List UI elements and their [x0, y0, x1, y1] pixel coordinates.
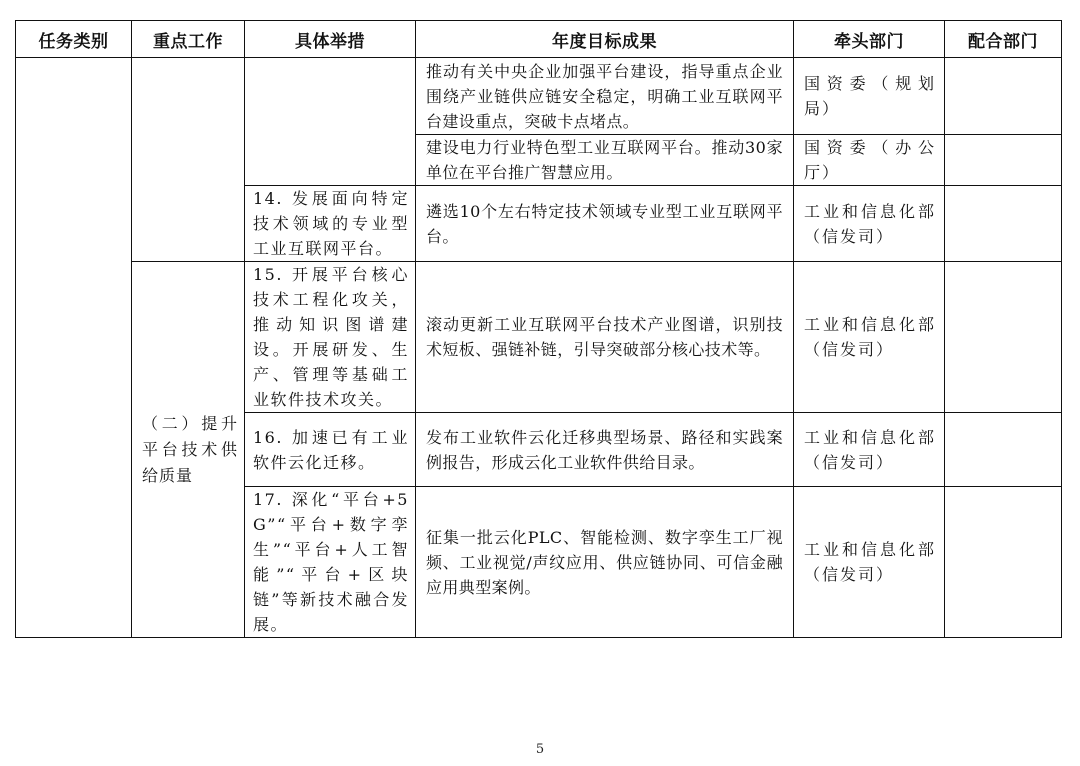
target-text: 征集一批云化PLC、智能检测、数字孪生工厂视频、工业视觉/声纹应用、供应链协同、可信金融应用典型案例。: [426, 527, 783, 597]
page-number: 5: [535, 742, 545, 757]
lead-dept-text: 工业和信息化部（信发司）: [804, 201, 936, 246]
header-measure: 具体举措: [245, 21, 416, 58]
key-work-cell: [132, 262, 245, 638]
lead-dept-cell: [794, 135, 945, 186]
target-cell: [416, 186, 794, 262]
lead-dept-cell: [794, 186, 945, 262]
target-text: 建设电力行业特色型工业互联网平台。推动30家单位在平台推广智慧应用。: [426, 138, 783, 182]
header-category: 任务类别: [16, 21, 132, 58]
target-text: 推动有关中央企业加强平台建设，指导重点企业围绕产业链供应链安全稳定，明确工业互联网平台建设重点，突破卡点堵点。: [426, 61, 783, 131]
measure-text: 16. 加速已有工业软件云化迁移。: [253, 427, 409, 472]
key-work-text: （二）提升平台技术供给质量: [142, 413, 238, 485]
target-cell: [416, 135, 794, 186]
table-header-row: [16, 21, 1062, 58]
assist-dept-cell: [945, 186, 1062, 262]
target-cell: [416, 487, 794, 638]
measure-text: 15. 开展平台核心技术工程化攻关，推动知识图谱建设。开展研发、生产、管理等基础工业软件技术攻关。: [253, 265, 409, 409]
measure-text: 14. 发展面向特定技术领域的专业型工业互联网平台。: [253, 189, 409, 258]
measure-cell: [245, 262, 416, 413]
lead-dept-text: 工业和信息化部（信发司）: [804, 540, 936, 584]
lead-dept-cell: [794, 487, 945, 638]
measure-cell: [245, 186, 416, 262]
header-target: 年度目标成果: [416, 21, 794, 58]
lead-dept-cell: [794, 413, 945, 487]
assist-dept-cell: [945, 262, 1062, 413]
lead-dept-text: 工业和信息化部（信发司）: [804, 315, 936, 359]
table-row: [16, 262, 1062, 413]
key-work-cell-continued: [132, 58, 245, 262]
assist-dept-cell: [945, 58, 1062, 135]
measure-cell-continued: [245, 58, 416, 186]
lead-dept-text: 国资委（规划局）: [804, 74, 936, 118]
table-row: [16, 58, 1062, 135]
header-lead-dept: 牵头部门: [794, 21, 945, 58]
assist-dept-cell: [945, 135, 1062, 186]
lead-dept-text: 工业和信息化部（信发司）: [804, 427, 936, 472]
target-cell: [416, 413, 794, 487]
task-table: [15, 20, 1062, 638]
measure-cell: [245, 487, 416, 638]
measure-text: 17. 深化“平台+5G”“平台+数字孪生”“平台+人工智能”“平台+区块链”等新技术融合发展。: [253, 490, 409, 634]
header-key-work: 重点工作: [132, 21, 245, 58]
header-assist-dept: 配合部门: [945, 21, 1062, 58]
target-text: 发布工业软件云化迁移典型场景、路径和实践案例报告，形成云化工业软件供给目录。: [426, 427, 783, 472]
target-text: 滚动更新工业互联网平台技术产业图谱，识别技术短板、强链补链，引导突破部分核心技术等。: [426, 315, 783, 359]
measure-cell: [245, 413, 416, 487]
lead-dept-text: 国资委（办公厅）: [804, 138, 936, 182]
target-cell: [416, 58, 794, 135]
target-cell: [416, 262, 794, 413]
lead-dept-cell: [794, 58, 945, 135]
assist-dept-cell: [945, 487, 1062, 638]
category-cell: [16, 58, 132, 638]
assist-dept-cell: [945, 413, 1062, 487]
target-text: 遴选10个左右特定技术领域专业型工业互联网平台。: [426, 201, 783, 246]
lead-dept-cell: [794, 262, 945, 413]
